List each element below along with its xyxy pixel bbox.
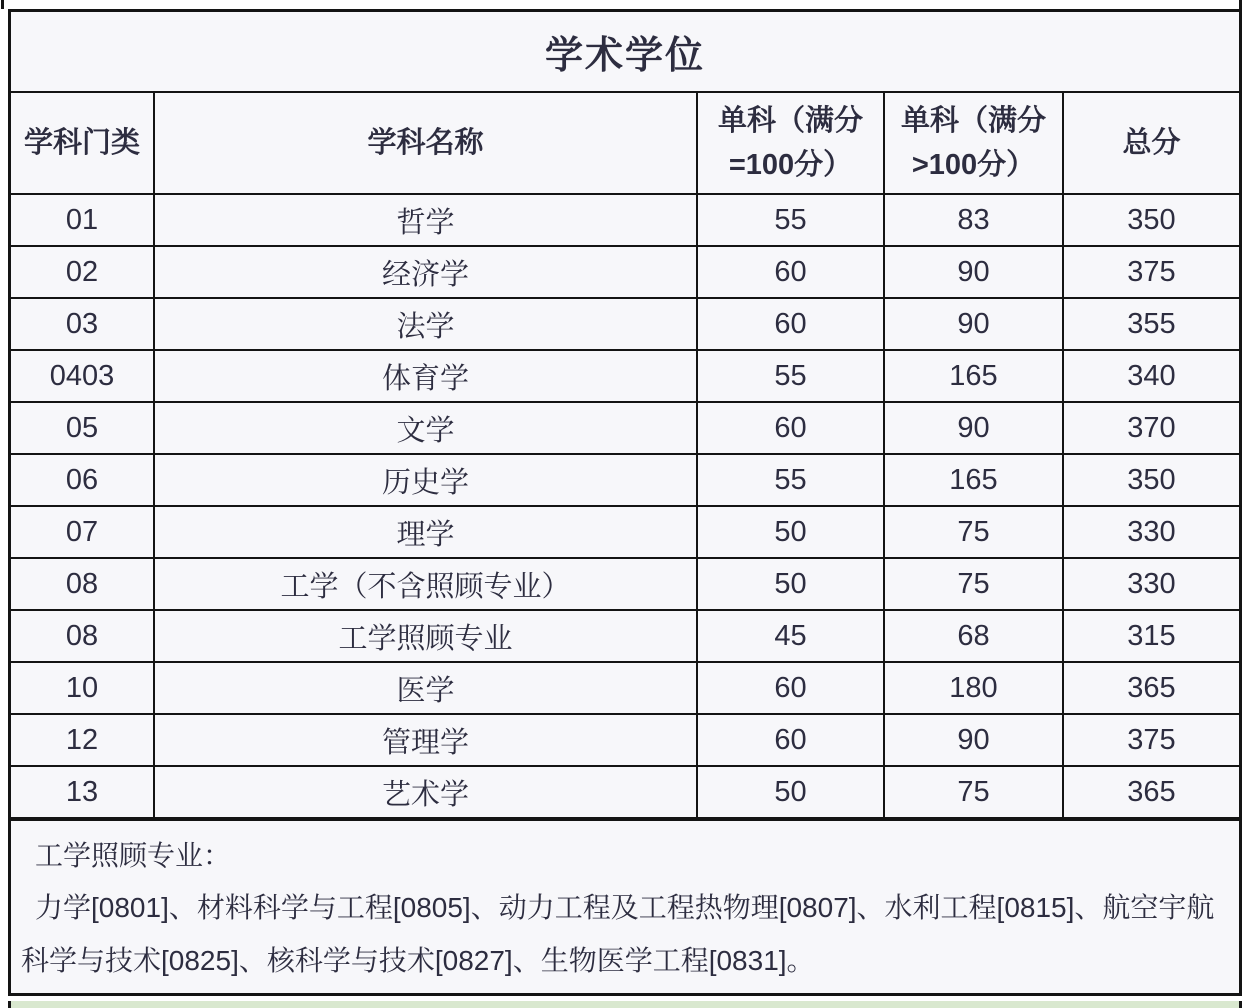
cell-single-gt100: 90 bbox=[884, 298, 1063, 350]
header-single-gt100-line1: 单科（满分 bbox=[900, 105, 1046, 137]
header-single-gt100 bbox=[884, 93, 1063, 194]
table-row bbox=[11, 766, 1239, 818]
table-body bbox=[11, 194, 1239, 818]
header-row bbox=[11, 93, 1239, 194]
cell-total: 330 bbox=[1063, 506, 1239, 558]
table-row bbox=[11, 610, 1239, 662]
table-row bbox=[11, 454, 1239, 506]
table-row bbox=[11, 194, 1239, 246]
header-subject-name: 学科名称 bbox=[154, 93, 697, 194]
cell-single-full100: 55 bbox=[697, 454, 884, 506]
cell-total: 370 bbox=[1063, 402, 1239, 454]
cell-total: 375 bbox=[1063, 246, 1239, 298]
cell-single-full100: 45 bbox=[697, 610, 884, 662]
table-row bbox=[11, 714, 1239, 766]
cell-single-full100: 60 bbox=[697, 298, 884, 350]
cell-subject-name: 文学 bbox=[154, 402, 697, 454]
cell-single-full100: 50 bbox=[697, 558, 884, 610]
table-row bbox=[11, 246, 1239, 298]
cell-code: 02 bbox=[11, 246, 154, 298]
cell-total: 350 bbox=[1063, 454, 1239, 506]
cell-subject-name: 工学照顾专业 bbox=[154, 610, 697, 662]
cell-code: 08 bbox=[11, 610, 154, 662]
cell-code: 01 bbox=[11, 194, 154, 246]
cell-total: 355 bbox=[1063, 298, 1239, 350]
cell-subject-name: 管理学 bbox=[154, 714, 697, 766]
cropped-table-above-right-edge bbox=[1239, 0, 1242, 9]
cell-subject-name: 哲学 bbox=[154, 194, 697, 246]
cell-single-full100: 60 bbox=[697, 714, 884, 766]
header-total: 总分 bbox=[1063, 93, 1239, 194]
cell-subject-name: 理学 bbox=[154, 506, 697, 558]
cell-total: 375 bbox=[1063, 714, 1239, 766]
cell-total: 365 bbox=[1063, 662, 1239, 714]
header-category: 学科门类 bbox=[11, 93, 154, 194]
cell-code: 03 bbox=[11, 298, 154, 350]
cell-code: 05 bbox=[11, 402, 154, 454]
cell-single-full100: 60 bbox=[697, 246, 884, 298]
cell-single-gt100: 90 bbox=[884, 246, 1063, 298]
cell-code: 06 bbox=[11, 454, 154, 506]
cropped-table-above-left-edge bbox=[1, 0, 4, 9]
cell-single-full100: 50 bbox=[697, 766, 884, 818]
cell-single-full100: 55 bbox=[697, 194, 884, 246]
cell-subject-name: 艺术学 bbox=[154, 766, 697, 818]
table-row bbox=[11, 506, 1239, 558]
table-row bbox=[11, 298, 1239, 350]
header-single-full100 bbox=[697, 93, 884, 194]
cell-single-full100: 50 bbox=[697, 506, 884, 558]
sheet-title: 学术学位 bbox=[11, 12, 1239, 93]
score-sheet bbox=[8, 9, 1242, 996]
cell-code: 12 bbox=[11, 714, 154, 766]
cell-single-gt100: 83 bbox=[884, 194, 1063, 246]
table-row bbox=[11, 402, 1239, 454]
cell-code: 13 bbox=[11, 766, 154, 818]
cell-single-gt100: 75 bbox=[884, 506, 1063, 558]
cell-total: 330 bbox=[1063, 558, 1239, 610]
footnote-heading: 工学照顾专业： bbox=[35, 840, 232, 871]
header-single-gt100-line2: >100分） bbox=[911, 149, 1036, 181]
cell-single-gt100: 90 bbox=[884, 402, 1063, 454]
table-row bbox=[11, 350, 1239, 402]
cell-single-gt100: 68 bbox=[884, 610, 1063, 662]
cell-single-full100: 60 bbox=[697, 402, 884, 454]
cell-code: 08 bbox=[11, 558, 154, 610]
header-single-full100-line2: =100分） bbox=[728, 149, 853, 181]
cell-subject-name: 经济学 bbox=[154, 246, 697, 298]
cell-single-gt100: 75 bbox=[884, 766, 1063, 818]
cell-single-gt100: 75 bbox=[884, 558, 1063, 610]
cropped-next-table-top bbox=[8, 1001, 1242, 1008]
cell-code: 0403 bbox=[11, 350, 154, 402]
table-row bbox=[11, 662, 1239, 714]
cell-code: 07 bbox=[11, 506, 154, 558]
cell-single-gt100: 90 bbox=[884, 714, 1063, 766]
cell-subject-name: 医学 bbox=[154, 662, 697, 714]
cell-total: 350 bbox=[1063, 194, 1239, 246]
cell-single-gt100: 180 bbox=[884, 662, 1063, 714]
cell-subject-name: 体育学 bbox=[154, 350, 697, 402]
cell-subject-name: 法学 bbox=[154, 298, 697, 350]
cell-single-gt100: 165 bbox=[884, 350, 1063, 402]
header-single-full100-line1: 单科（满分 bbox=[717, 105, 863, 137]
footnote bbox=[11, 819, 1239, 993]
cell-subject-name: 工学（不含照顾专业） bbox=[154, 558, 697, 610]
cell-code: 10 bbox=[11, 662, 154, 714]
footnote-body: 力学[0801]、材料科学与工程[0805]、动力工程及工程热物理[0807]、水利工程[0815]、航空宇航科学与技术[0825]、核科学与技术[0827]、生物医学工程[0831]。 bbox=[21, 892, 1215, 976]
cell-subject-name: 历史学 bbox=[154, 454, 697, 506]
cell-single-full100: 60 bbox=[697, 662, 884, 714]
table-row bbox=[11, 558, 1239, 610]
cell-total: 340 bbox=[1063, 350, 1239, 402]
cell-total: 365 bbox=[1063, 766, 1239, 818]
cell-single-full100: 55 bbox=[697, 350, 884, 402]
cell-total: 315 bbox=[1063, 610, 1239, 662]
score-table bbox=[11, 93, 1239, 819]
cell-single-gt100: 165 bbox=[884, 454, 1063, 506]
